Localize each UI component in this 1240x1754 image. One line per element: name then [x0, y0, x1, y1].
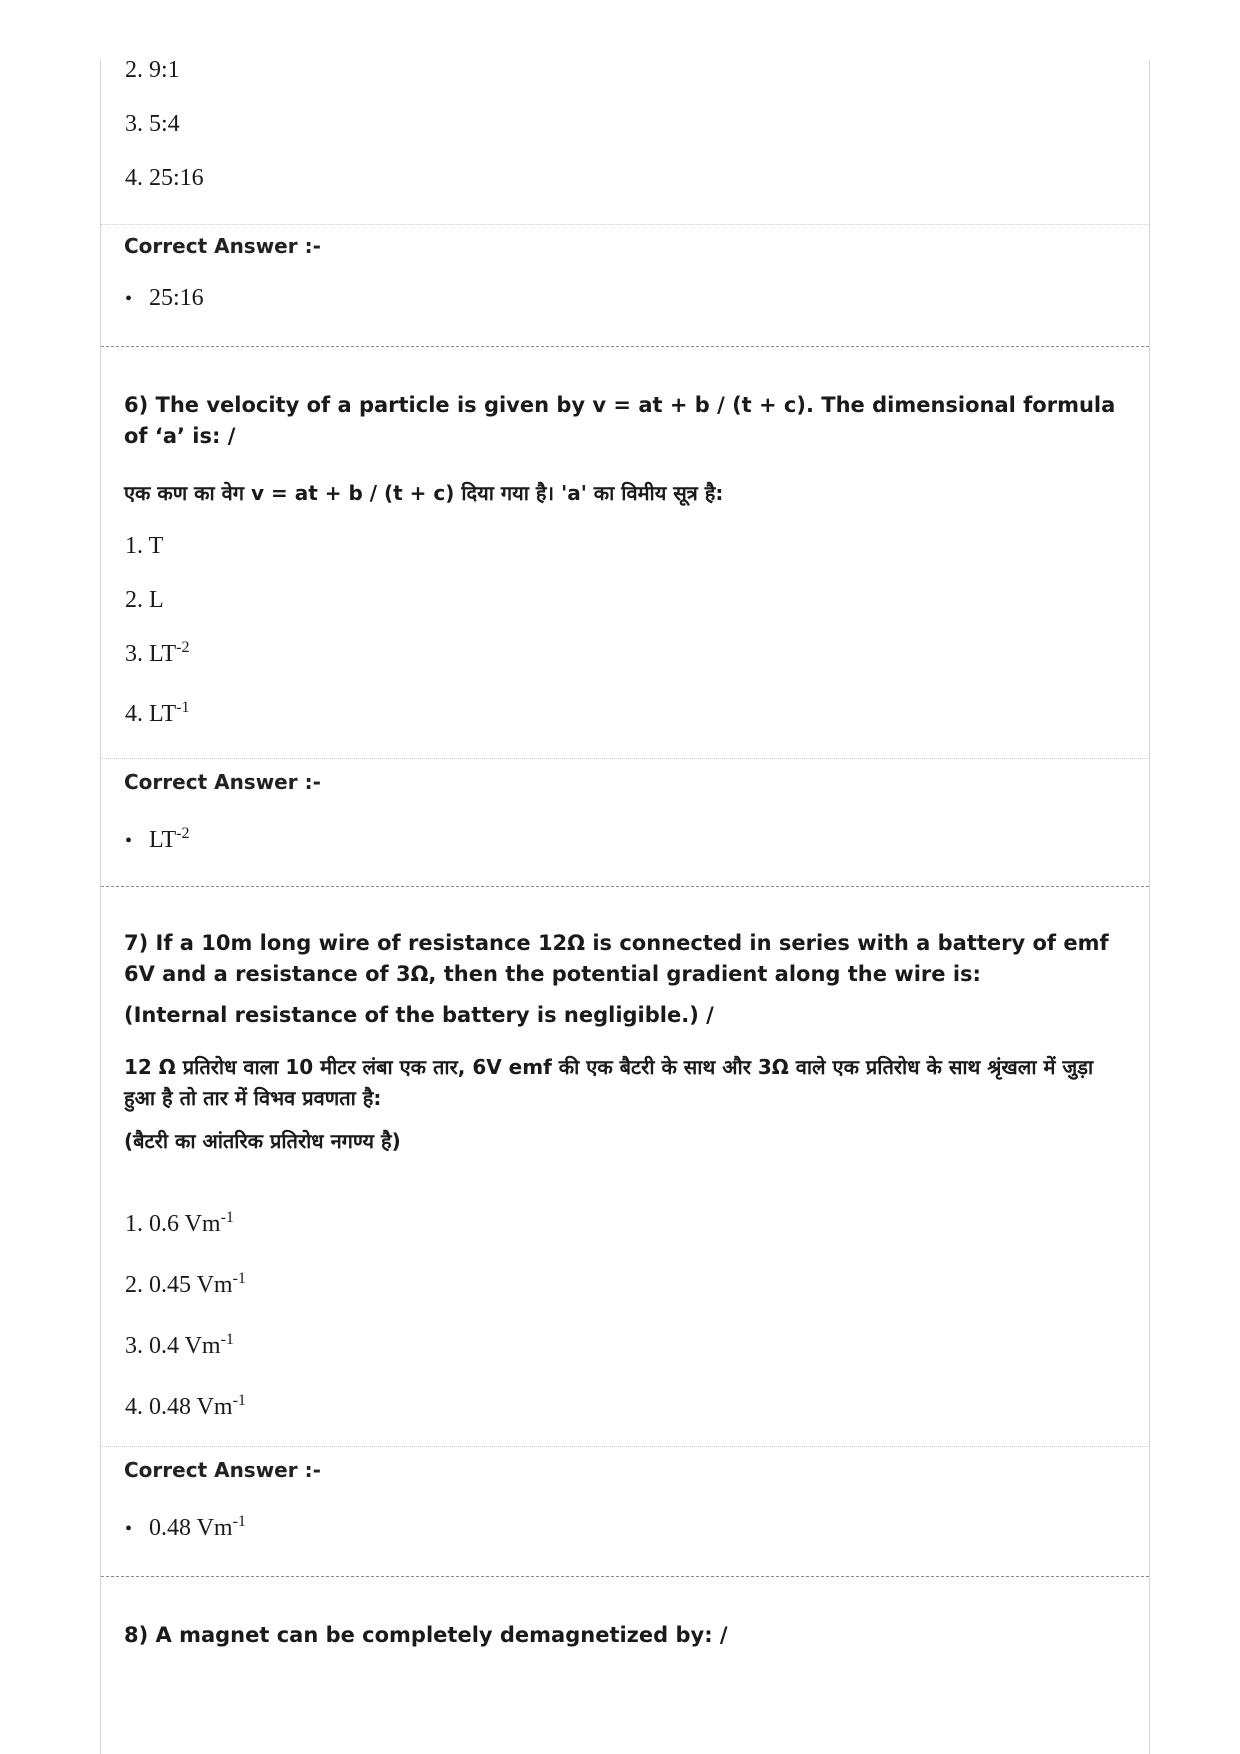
question-separator — [101, 1576, 1149, 1577]
option-1: 1. T — [125, 533, 164, 559]
question-text-hi: एक कण का वेग v = at + b / (t + c) दिया गया है। 'a' का विमीय सूत्र है: — [124, 481, 724, 505]
divider — [101, 1446, 1149, 1447]
bullet-icon: • — [125, 288, 133, 310]
question-text-en: 7) If a 10m long wire of resistance 12Ω is connected in series with a battery of emf 6V and a resistance of 3Ω, then the potential gradient along the wire is: — [124, 931, 1109, 986]
option-4: 4. 0.48 $Vm^{-1}$ — [125, 1392, 246, 1420]
page-frame — [100, 57, 1150, 1754]
option-4: 4. $LT^{-1}$ — [125, 699, 190, 727]
option-2: 2. 0.45 $Vm^{-1}$ — [125, 1270, 246, 1298]
correct-answer: • $LT^{-2}$ — [125, 825, 190, 853]
option-4: 4. 25:16 — [125, 165, 204, 191]
option-3: 3. $LT^{-2}$ — [125, 639, 190, 667]
question-text-en: 6) The velocity of a particle is given by v = at + b / (t + c). The dimensional formula of ‘a’ is: / — [124, 393, 1116, 448]
bullet-icon: • — [125, 1518, 133, 1540]
question-separator — [101, 346, 1149, 347]
option-3: 3. 5:4 — [125, 111, 180, 137]
divider — [101, 224, 1149, 225]
correct-answer: • 0.48 $Vm^{-1}$ — [125, 1513, 246, 1541]
question-text-en: 8) A magnet can be completely demagnetized by: / — [124, 1623, 728, 1647]
correct-answer-label: Correct Answer :- — [124, 234, 321, 258]
question-text-hi: 12 Ω प्रतिरोध वाला 10 मीटर लंबा एक तार, 6V emf की एक बैटरी के साथ और 3Ω वाले एक प्रतिरोध के साथ श्रृंखला में जुड़ा हुआ है तो तार में विभव प्रवणता है: — [124, 1055, 1094, 1110]
question-note-en: (Internal resistance of the battery is negligible.) / — [124, 1003, 714, 1027]
correct-answer: • 25:16 — [125, 285, 204, 311]
question-note-hi: (बैटरी का आंतरिक प्रतिरोध नगण्य है) — [124, 1129, 401, 1153]
question-separator — [101, 886, 1149, 887]
option-1: 1. 0.6 $Vm^{-1}$ — [125, 1209, 234, 1237]
option-3: 3. 0.4 $Vm^{-1}$ — [125, 1331, 234, 1359]
option-2: 2. 9:1 — [125, 57, 180, 83]
correct-answer-label: Correct Answer :- — [124, 770, 321, 794]
bullet-icon: • — [125, 830, 133, 852]
divider — [101, 758, 1149, 759]
option-2: 2. L — [125, 587, 164, 613]
correct-answer-label: Correct Answer :- — [124, 1458, 321, 1482]
